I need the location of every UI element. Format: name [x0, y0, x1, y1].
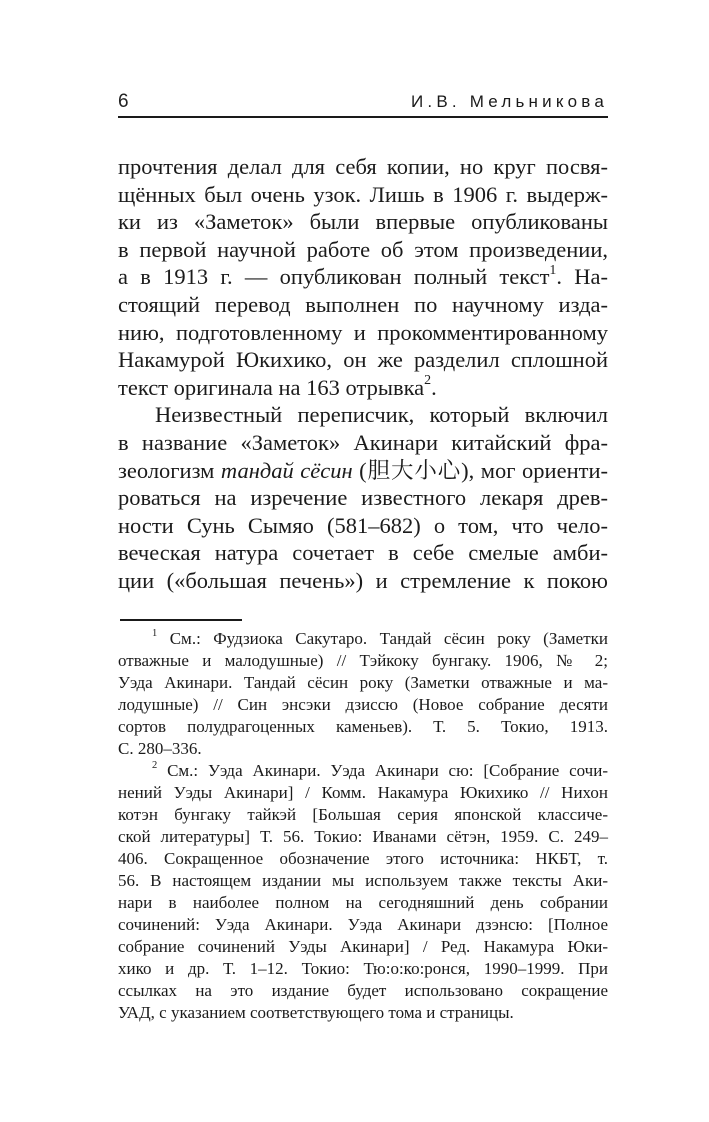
footnote-line: нари в наиболее полном на сегодняшний день собрании	[118, 893, 608, 912]
footnote-line: отважные и малодушные) // Тэйкоку бунгаку. 1906, № 2;	[118, 651, 608, 670]
footnote-line: хико и др. Т. 1–12. Токио: Тю:о:ко:ронся, 1990–1999. При	[118, 959, 608, 978]
text-line: в название «Заметок» Акинари китайский фра-	[118, 429, 608, 455]
header-rule	[118, 116, 608, 118]
footnote-line: ссылках на это издание будет использовано сокращение	[118, 981, 608, 1000]
text-line: прочтения делал для себя копии, но круг посвя-	[118, 154, 608, 179]
page-number: 6	[118, 91, 131, 112]
text-line: ки из «Заметок» были впервые опубликованы	[118, 209, 608, 235]
text-line: нию, подготовленному и прокомментированному	[118, 319, 608, 345]
footnote-line: 406. Сокращенное обозначение этого источника: НКБТ, т.	[118, 849, 608, 868]
paragraph	[118, 401, 608, 594]
footnote	[118, 760, 608, 1024]
main-text	[118, 153, 608, 595]
text-line: Неизвестный переписчик, который включил	[155, 402, 608, 428]
footnote-line: Уэда Акинари. Тандай сёсин року (Заметки отважные и ма-	[118, 673, 608, 692]
text-line: ности Сунь Сымяо (581–682) о том, что чело-	[118, 512, 608, 538]
footnote-line: УАД, с указанием соответствующего тома и страницы.	[118, 1003, 514, 1022]
text-line: щённых был очень узок. Лишь в 1906 г. выдерж-	[118, 181, 608, 207]
footnote-line: 56. В настоящем издании мы используем также тексты Аки-	[118, 871, 608, 890]
text-line: веческая натура сочетает в себе смелые амби-	[118, 540, 608, 566]
footnote-line: $^1$ См.: Фудзиока Сакутаро. Тандай сёсин року (Заметки	[152, 627, 608, 648]
footnotes	[118, 628, 608, 1024]
footnote-line: сочинений: Уэда Акинари. Уэда Акинари дзэнсю: [Полное	[118, 915, 608, 934]
footnote-line: собрание сочинений Уэды Акинари] / Ред. Накамура Юки-	[118, 937, 608, 956]
text-line: роваться на изречение известного лекаря древ-	[118, 485, 608, 511]
footnote	[118, 628, 608, 760]
text-line: ции («большая печень») и стремление к покою	[118, 567, 608, 593]
footnote-separator	[120, 619, 242, 621]
text-line: зеологизм тандай сёсин (胆大小心), мог ориенти-	[118, 457, 608, 483]
text-line: стоящий перевод выполнен по научному изда-	[118, 291, 608, 317]
footnote-line: ской литературы] Т. 56. Токио: Иванами сётэн, 1959. С. 249–	[118, 827, 608, 846]
footnote-line: сортов полудрагоценных каменьев). Т. 5. Токио, 1913.	[118, 717, 608, 736]
footnote-line: $^2$ См.: Уэда Акинари. Уэда Акинари сю: [Собрание сочи-	[152, 759, 608, 780]
footnote-line: лодушные) // Син энсэки дзиссю (Новое собрание десяти	[118, 695, 608, 714]
footnote-line: нений Уэды Акинари] / Комм. Накамура Юкихико // Нихон	[118, 783, 608, 802]
footnote-line: котэн бунгаку тайкэй [Большая серия японской классиче-	[118, 805, 608, 824]
text-line: Накамурой Юкихико, он же разделил сплошной	[118, 347, 608, 373]
running-title: И.В. Мельникова	[410, 92, 608, 111]
footnote-line: С. 280–336.	[118, 739, 202, 758]
text-line: текст оригинала на 163 отрывка$^2$.	[118, 373, 437, 400]
text-line: а в 1913 г. — опубликован полный текст$^1$. На-	[118, 262, 608, 290]
paragraph	[118, 153, 608, 401]
text-line: в первой научной работе об этом произведении,	[118, 236, 608, 262]
page-header	[118, 91, 608, 113]
